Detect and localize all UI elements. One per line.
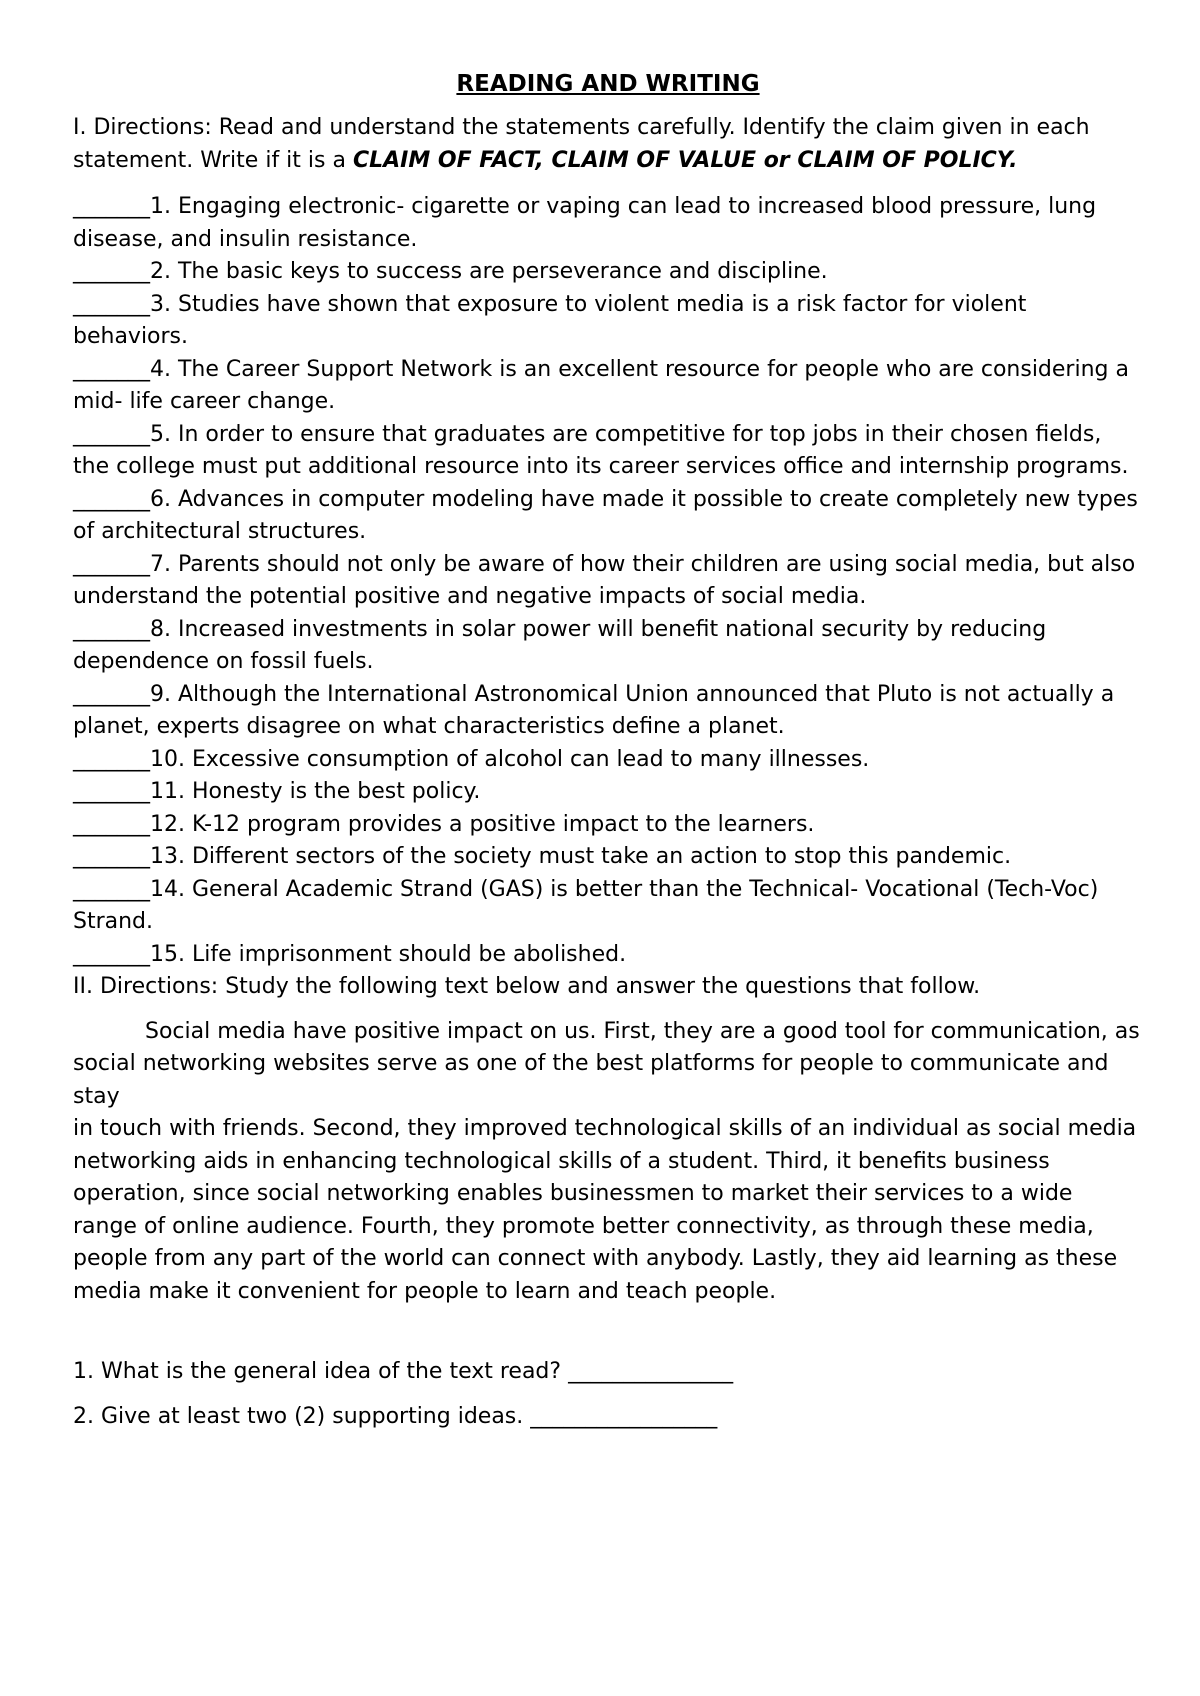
spacer	[73, 1308, 1143, 1356]
worksheet-page	[73, 70, 1143, 1445]
passage-paragraph-1: Social media have positive impact on us. First, they are a good tool for communication, as social networking websites serve as one of the best platforms for people to communicate and stay	[73, 1018, 1140, 1109]
claim-item-1: _______1. Engaging electronic- cigarette or vaping can lead to increased blood pressure, lung disease, and insulin resistance.	[73, 194, 1097, 252]
question-1: 1. What is the general idea of the text read? _______________	[73, 1359, 734, 1384]
passage-paragraph-3: operation, since social networking enables businessmen to market their services to a wide range of online audience. Fourth, they promote better connectivity, as through these media,	[73, 1181, 1094, 1239]
claim-item-4: _______4. The Career Support Network is an excellent resource for people who are considering a mid- life career change.	[73, 356, 1129, 414]
claim-item-9: _______9. Although the International Astronomical Union announced that Pluto is not actually a planet, experts disagree on what characteristics define a planet.	[73, 681, 1115, 739]
claim-item-7: _______7. Parents should not only be aware of how their children are using social media, but also understand the potential positive and negative impacts of social media.	[73, 551, 1136, 609]
claim-item-11: _______11. Honesty is the best policy.	[73, 779, 481, 804]
claim-items-list	[73, 191, 1143, 971]
claim-item-14: _______14. General Academic Strand (GAS) is better than the Technical- Vocational (Tech-Voc) Strand.	[73, 876, 1099, 934]
passage-paragraph-2: in touch with friends. Second, they improved technological skills of an individual as social media networking aids in enhancing technological skills of a student. Third, it benefits business	[73, 1116, 1137, 1174]
reading-passage	[73, 1016, 1143, 1309]
claim-item-15: _______15. Life imprisonment should be abolished.	[73, 941, 627, 967]
part2-directions: II. Directions: Study the following text below and answer the questions that follow.	[73, 974, 981, 999]
claim-item-2: _______2. The basic keys to success are perseverance and discipline.	[73, 259, 828, 284]
claim-types-emphasis: CLAIM OF FACT, CLAIM OF VALUE or CLAIM OF POLICY.	[352, 147, 1018, 173]
question-2: 2. Give at least two (2) supporting ideas. _________________	[73, 1403, 718, 1429]
part1-directions	[73, 112, 1143, 177]
claim-item-3: _______3. Studies have shown that exposure to violent media is a risk factor for violent behaviors.	[73, 291, 1027, 349]
claim-item-8: _______8. Increased investments in solar power will benefit national security by reducing dependence on fossil fuels.	[73, 616, 1047, 674]
passage-paragraph-4: people from any part of the world can connect with anybody. Lastly, they aid learning as these media make it convenient for people to learn and teach people.	[73, 1246, 1118, 1304]
claim-item-5: _______5. In order to ensure that graduates are competitive for top jobs in their chosen fields, the college must put additional resource into its career services office and internship programs.	[73, 421, 1129, 479]
claim-item-10: _______10. Excessive consumption of alcohol can lead to many illnesses.	[73, 746, 870, 772]
claim-item-12: _______12. K-12 program provides a positive impact to the learners.	[73, 811, 815, 837]
page-title: READING AND WRITING	[456, 71, 760, 97]
part1-directions-lead: I. Directions: Read and understand the statements carefully. Identify the claim given in each statement. Write if it is a	[73, 115, 1090, 173]
claim-item-6: _______6. Advances in computer modeling have made it possible to create completely new types of architectural structures.	[73, 486, 1138, 544]
claim-item-13: _______13. Different sectors of the society must take an action to stop this pandemic.	[73, 844, 1012, 869]
